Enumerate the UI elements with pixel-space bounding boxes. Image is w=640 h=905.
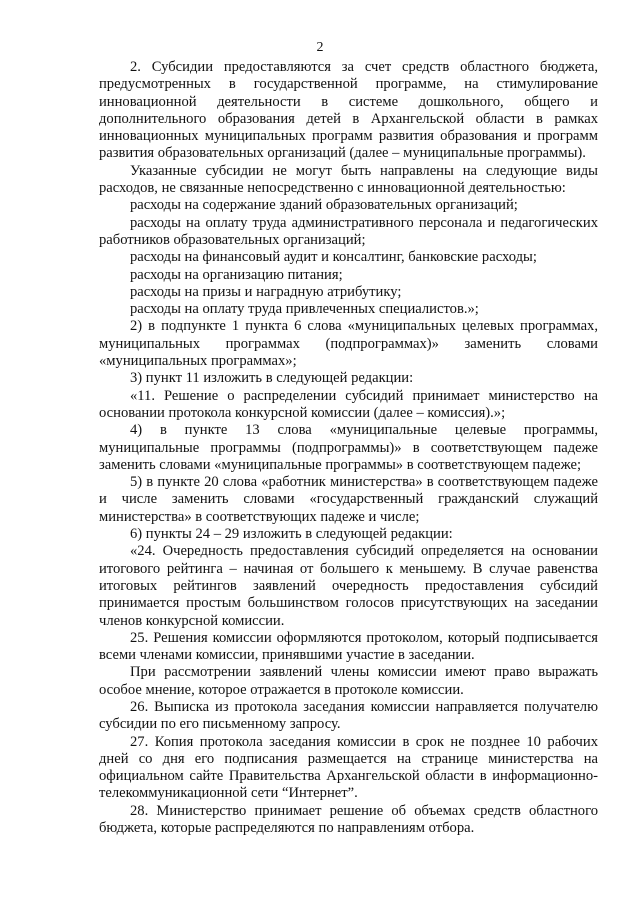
document-body: [99, 59, 598, 837]
paragraph-amendment-5: 5) в пункте 20 слова «работник министерства» в соответствующем падеже и числе заменить словами «государственный гражданский служащий министерства» в соответствующих падеже и числе;: [99, 474, 598, 525]
paragraph-item-27: 27. Копия протокола заседания комиссии в срок не позднее 10 рабочих дней со дня его подписания размещается на странице министерства на официальном сайте Правительства Архангельской области в информационно-телекоммуникационной сети “Интернет”.: [99, 733, 598, 802]
list-item: расходы на организацию питания;: [130, 266, 343, 283]
list-item: расходы на оплату труда привлеченных специалистов.»;: [130, 301, 479, 318]
paragraph-amendment-3: 3) пункт 11 изложить в следующей редакции:: [130, 370, 414, 387]
list-item: расходы на призы и наградную атрибутику;: [130, 283, 402, 300]
paragraph-item-28: 28. Министерство принимает решение об объемах средств областного бюджета, которые распределяются по направлениям отбора.: [99, 802, 598, 837]
list-item: расходы на финансовый аудит и консалтинг, банковские расходы;: [130, 249, 537, 266]
paragraph-amendment-4: 4) в пункте 13 слова «муниципальные целевые программы, муниципальные программы (подпрограммы)» в соответствующем падеже заменить словами «муниципальные программы» в соответствующем падеже;: [99, 422, 598, 473]
list-item: расходы на оплату труда административного персонала и педагогических работников образовательных организаций;: [99, 214, 598, 248]
paragraph-excluded-expenses-intro: Указанные субсидии не могут быть направлены на следующие виды расходов, не связанные непосредственно с инновационной деятельностью:: [99, 162, 598, 197]
paragraph-item-25: 25. Решения комиссии оформляются протоколом, который подписывается всеми членами комиссии, принявшими участие в заседании.: [99, 629, 598, 664]
list-item: расходы на содержание зданий образовательных организаций;: [130, 197, 518, 214]
paragraph-item-11: «11. Решение о распределении субсидий принимает министерство на основании протокола конкурсной комиссии (далее – комиссия).»;: [99, 387, 598, 421]
paragraph-item-26: 26. Выписка из протокола заседания комиссии направляется получателю субсидии по его письменному запросу.: [99, 698, 598, 733]
paragraph-amendment-6: 6) пункты 24 – 29 изложить в следующей редакции:: [130, 526, 453, 543]
paragraph-item-24: «24. Очередность предоставления субсидий определяется на основании итогового рейтинга – начиная от большего к меньшему. В случае равенства итоговых рейтингов заявлений очередность предоставления субсидий принимается простым большинством голосов присутствующих на заседании членов конкурсной комиссии.: [99, 543, 598, 629]
paragraph-item-2: 2. Субсидии предоставляются за счет средств областного бюджета, предусмотренных в государственной программе, на стимулирование инновационной деятельности в системе дошкольного, общего и дополнительного образования детей в Архангельской области в рамках инновационных муниципальных программ развития образования и программ развития образовательных организаций (далее – муниципальные программы).: [99, 59, 598, 162]
paragraph-amendment-2: 2) в подпункте 1 пункта 6 слова «муниципальных целевых программах, муниципальных программах (подпрограммах)» заменить словами «муниципальных программах»;: [99, 318, 598, 370]
paragraph-dissenting-opinion: При рассмотрении заявлений члены комиссии имеют право выражать особое мнение, которое отражается в протоколе комиссии.: [99, 664, 598, 698]
page-number: 2: [316, 40, 324, 55]
